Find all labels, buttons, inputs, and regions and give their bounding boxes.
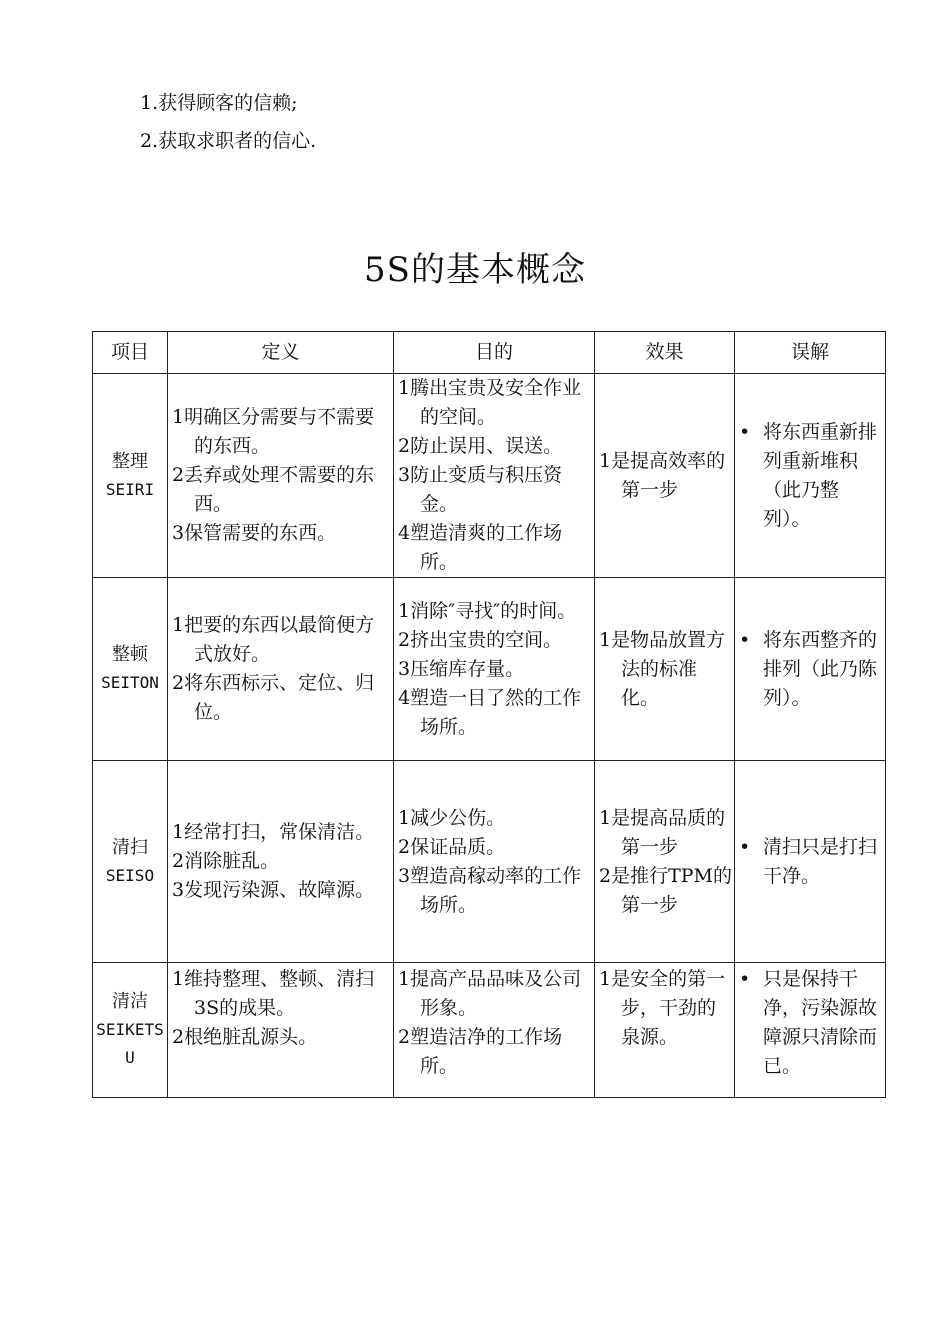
effect-line: 2是推行TPM的第一步 [599,864,733,916]
misunderstanding-bullet: • 清扫只是打扫干净。 [737,833,883,891]
definition-line: 1经常打扫，常保清洁。 [172,821,375,843]
purpose-line: 3塑造高稼动率的工作场所。 [398,864,582,916]
header-definition: 定义 [168,332,394,374]
definition-cell [168,963,394,1098]
purpose-line: 1消除″寻找″的时间。 [398,599,577,622]
effect-line: 1是提高品质的第一步 [599,806,726,858]
item-name-en: SEIKETSU [96,1020,164,1067]
intro-item: 1.获得顾客的信赖; [140,92,298,114]
definition-line: 2消除脏乱。 [172,850,280,872]
table-row [93,374,886,578]
item-cell [93,761,168,963]
definition-line: 2将东西标示、定位、归位。 [172,672,375,723]
purpose-line: 3压缩库存量。 [398,657,525,680]
purpose-line: 4塑造一目了然的工作场所。 [398,686,582,738]
effect-line: 1是物品放置方法的标准化。 [599,628,726,709]
item-name-en: SEITON [101,673,159,692]
purpose-line: 1减少公伤。 [398,806,506,829]
purpose-line: 2保证品质。 [398,835,506,858]
misunderstanding-cell [735,761,886,963]
table-row [93,761,886,963]
purpose-line: 2防止误用、误送。 [398,435,563,457]
purpose-cell [394,578,595,761]
intro-list [140,84,316,160]
purpose-line: 4塑造清爽的工作场所。 [398,522,563,573]
definition-line: 2根绝脏乱源头。 [172,1026,318,1048]
misunderstanding-bullet: • 将东西重新排列重新堆积（此乃整列）。 [737,418,883,534]
effect-cell [595,374,735,578]
misunderstanding-cell [735,374,886,578]
item-name-cn: 清洁 [112,991,148,1012]
purpose-line: 1提高产品品味及公司形象。 [398,968,582,1019]
5s-table [92,331,886,1098]
definition-line: 3发现污染源、故障源。 [172,879,375,901]
item-name-cn: 整顿 [112,644,148,665]
definition-line: 1维持整理、整顿、清扫3S的成果。 [172,968,375,1019]
table-row [93,578,886,761]
purpose-line: 1腾出宝贵及安全作业的空间。 [398,377,582,428]
intro-item: 2.获取求职者的信心. [140,130,317,152]
item-name-cn: 清扫 [112,836,148,858]
definition-cell [168,374,394,578]
item-cell [93,578,168,761]
effect-line: 1是提高效率的第一步 [599,449,726,501]
purpose-cell [394,761,595,963]
misunderstanding-bullet: • 将东西整齐的排列（此乃陈列）。 [737,626,883,713]
misunderstanding-cell [735,963,886,1098]
page-title: 5S的基本概念 [364,250,586,290]
header-effect: 效果 [595,332,735,374]
header-misunderstanding: 误解 [735,332,886,374]
purpose-cell [394,374,595,578]
definition-cell [168,761,394,963]
header-purpose: 目的 [394,332,595,374]
definition-line: 1把要的东西以最简便方式放好。 [172,614,375,665]
table-header-row [93,332,886,374]
misunderstanding-bullet: • 只是保持干净，污染源故障源只清除而已。 [737,965,883,1081]
definition-line: 1明确区分需要与不需要的东西。 [172,406,375,457]
item-name-cn: 整理 [112,450,148,472]
effect-line: 1是安全的第一步，干劲的泉源。 [599,968,726,1048]
header-item: 项目 [93,332,168,374]
effect-cell [595,578,735,761]
effect-cell [595,761,735,963]
item-cell [93,963,168,1098]
effect-cell [595,963,735,1098]
purpose-line: 2塑造洁净的工作场所。 [398,1026,563,1077]
purpose-cell [394,963,595,1098]
table-row [93,963,886,1098]
definition-line: 3保管需要的东西。 [172,522,337,544]
item-name-en: SEISO [105,865,155,885]
purpose-line: 3防止变质与积压资金。 [398,464,563,515]
item-cell [93,374,168,578]
definition-cell [168,578,394,761]
item-name-en: SEIRI [105,479,155,499]
misunderstanding-cell [735,578,886,761]
purpose-line: 2挤出宝贵的空间。 [398,628,563,651]
definition-line: 2丢弃或处理不需要的东西。 [172,464,375,515]
